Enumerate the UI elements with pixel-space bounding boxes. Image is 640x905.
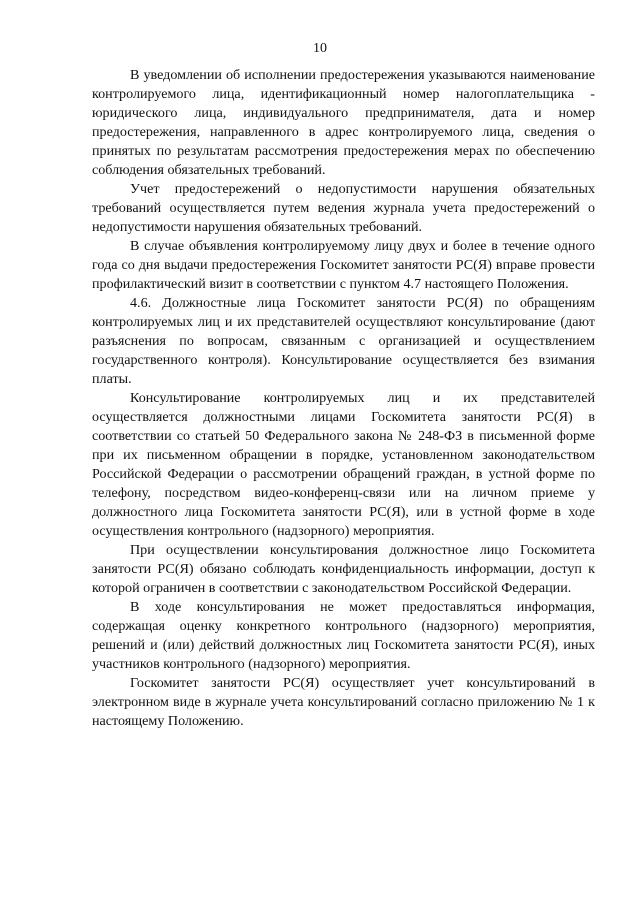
paragraph-warning-registry: Учет предостережений о недопустимости нарушения обязательных требований осуществляется путем ведения журнала учета предостережений о недопустимости нарушения обязательных требований.: [92, 181, 595, 235]
document-body: [92, 66, 595, 731]
paragraph-consulting-registry: Госкомитет занятости РС(Я) осуществляет учет консультирований в электронном виде в журнале учета консультирований согласно приложению № 1 к настоящему Положению.: [92, 675, 595, 729]
paragraph-section-4-6-consulting: 4.6. Должностные лица Госкомитет занятости РС(Я) по обращениям контролируемых лиц и их представителей осуществляют консультирование (дают разъяснения по вопросам, связанным с организацией и осуществлением государственного контроля). Консультирование осуществляется без взимания платы.: [92, 295, 595, 387]
page-number: 10: [313, 41, 327, 56]
paragraph-preventive-visit: В случае объявления контролируемому лицу двух и более в течение одного года со дня выдачи предостережения Госкомитет занятости РС(Я) вправе провести профилактический визит в соответствии с пунктом 4.7 настоящего Положения.: [92, 238, 595, 292]
paragraph-consulting-forms: Консультирование контролируемых лиц и их представителей осуществляется должностными лицами Госкомитета занятости РС(Я) в соответствии со статьей 50 Федерального закона № 248-ФЗ в письменной форме при их письменном обращении в порядке, установленном законодательством Российской Федерации о рассмотрении обращений граждан, в устной форме по телефону, посредством видео-конференц-связи или на личном приеме у должностного лица Госкомитета занятости РС(Я), или в устной форме в ходе осуществления контрольного (надзорного) мероприятия.: [92, 390, 595, 539]
paragraph-warning-notice-contents: В уведомлении об исполнении предостережения указываются наименование контролируемого лица, идентификационный номер налогоплательщика - юридического лица, индивидуального предпринимателя, дата и номер предостережения, направленного в адрес контролируемого лица, сведения о принятых по результатам рассмотрения предостережения мерах по обеспечению соблюдения обязательных требований.: [92, 67, 595, 178]
paragraph-confidentiality: При осуществлении консультирования должностное лицо Госкомитета занятости РС(Я) обязано соблюдать конфиденциальность информации, доступ к которой ограничен в соответствии с законодательством Российской Федерации.: [92, 542, 595, 596]
paragraph-consulting-restrictions: В ходе консультирования не может предоставляться информация, содержащая оценку конкретного контрольного (надзорного) мероприятия, решений и (или) действий должностных лиц Госкомитета занятости РС(Я), иных участников контрольного (надзорного) мероприятия.: [92, 599, 595, 672]
